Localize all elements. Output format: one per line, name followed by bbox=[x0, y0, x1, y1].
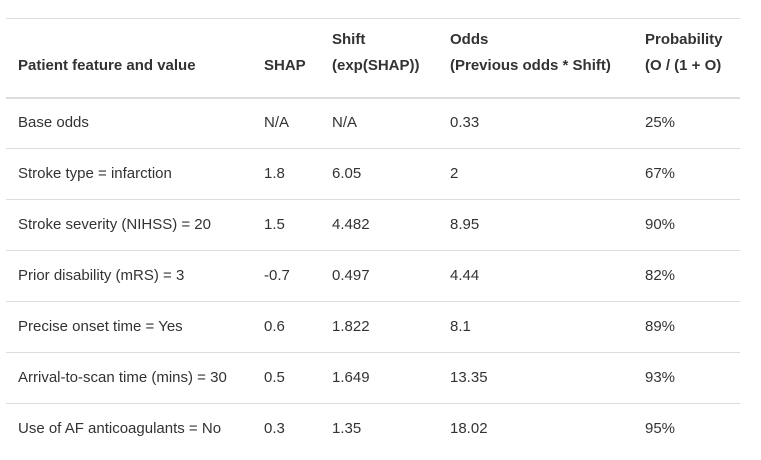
header-shift-label: Shift bbox=[332, 30, 366, 48]
header-probability-label: Probability bbox=[645, 30, 723, 48]
shap-explanation-table bbox=[6, 18, 740, 455]
cell-feature: Stroke severity (NIHSS) = 20 bbox=[18, 216, 211, 233]
cell-feature: Use of AF anticoagulants = No bbox=[18, 420, 222, 438]
cell-feature: Base odds bbox=[18, 114, 89, 132]
cell-odds: 8.1 bbox=[450, 318, 471, 335]
cell-shap: N/A bbox=[264, 114, 290, 132]
cell-shap: 1.8 bbox=[264, 165, 285, 182]
cell-probability: 95% bbox=[645, 420, 676, 438]
cell-shift: 6.05 bbox=[332, 165, 362, 182]
cell-shap: 0.3 bbox=[264, 420, 285, 438]
header-shap-label: SHAP bbox=[264, 56, 306, 74]
cell-shift: 0.497 bbox=[332, 267, 370, 284]
header-probability-formula: (O / (1 + O) bbox=[645, 56, 722, 74]
cell-odds: 0.33 bbox=[450, 114, 480, 132]
cell-shift: 4.482 bbox=[332, 216, 370, 233]
cell-shap: 0.6 bbox=[264, 318, 285, 335]
cell-odds: 8.95 bbox=[450, 216, 480, 233]
table-row bbox=[6, 353, 740, 404]
cell-probability: 25% bbox=[645, 114, 676, 132]
cell-shift: 1.35 bbox=[332, 420, 362, 438]
table-row bbox=[6, 149, 740, 200]
cell-odds: 4.44 bbox=[450, 267, 480, 284]
header-shift bbox=[320, 19, 438, 98]
header-odds-formula: (Previous odds * Shift) bbox=[450, 56, 611, 74]
table-row bbox=[6, 251, 740, 302]
cell-probability: 90% bbox=[645, 216, 676, 233]
table-row bbox=[6, 302, 740, 353]
header-shift-formula: (exp(SHAP)) bbox=[332, 56, 420, 74]
cell-odds: 2 bbox=[450, 165, 459, 182]
header-odds bbox=[438, 19, 633, 98]
header-probability bbox=[633, 19, 740, 98]
table-header-row bbox=[6, 19, 740, 98]
cell-probability: 93% bbox=[645, 369, 676, 386]
cell-feature: Arrival-to-scan time (mins) = 30 bbox=[18, 369, 227, 386]
cell-feature: Prior disability (mRS) = 3 bbox=[18, 267, 185, 284]
cell-shift: 1.649 bbox=[332, 369, 370, 386]
cell-probability: 82% bbox=[645, 267, 676, 284]
header-shap bbox=[252, 19, 320, 98]
cell-probability: 67% bbox=[645, 165, 676, 182]
cell-shap: 0.5 bbox=[264, 369, 285, 386]
cell-probability: 89% bbox=[645, 318, 676, 335]
cell-shap: 1.5 bbox=[264, 216, 285, 233]
shap-table-container bbox=[6, 18, 740, 455]
cell-shift: 1.822 bbox=[332, 318, 370, 335]
cell-feature: Stroke type = infarction bbox=[18, 165, 172, 182]
cell-feature: Precise onset time = Yes bbox=[18, 318, 183, 335]
cell-shap: -0.7 bbox=[264, 267, 290, 284]
cell-shift: N/A bbox=[332, 114, 358, 132]
header-feature bbox=[6, 19, 252, 98]
header-odds-label: Odds bbox=[450, 30, 489, 48]
cell-odds: 18.02 bbox=[450, 420, 488, 438]
table-row bbox=[6, 98, 740, 149]
table-row bbox=[6, 404, 740, 455]
header-feature-label: Patient feature and value bbox=[18, 56, 196, 74]
table-row bbox=[6, 200, 740, 251]
cell-odds: 13.35 bbox=[450, 369, 488, 386]
